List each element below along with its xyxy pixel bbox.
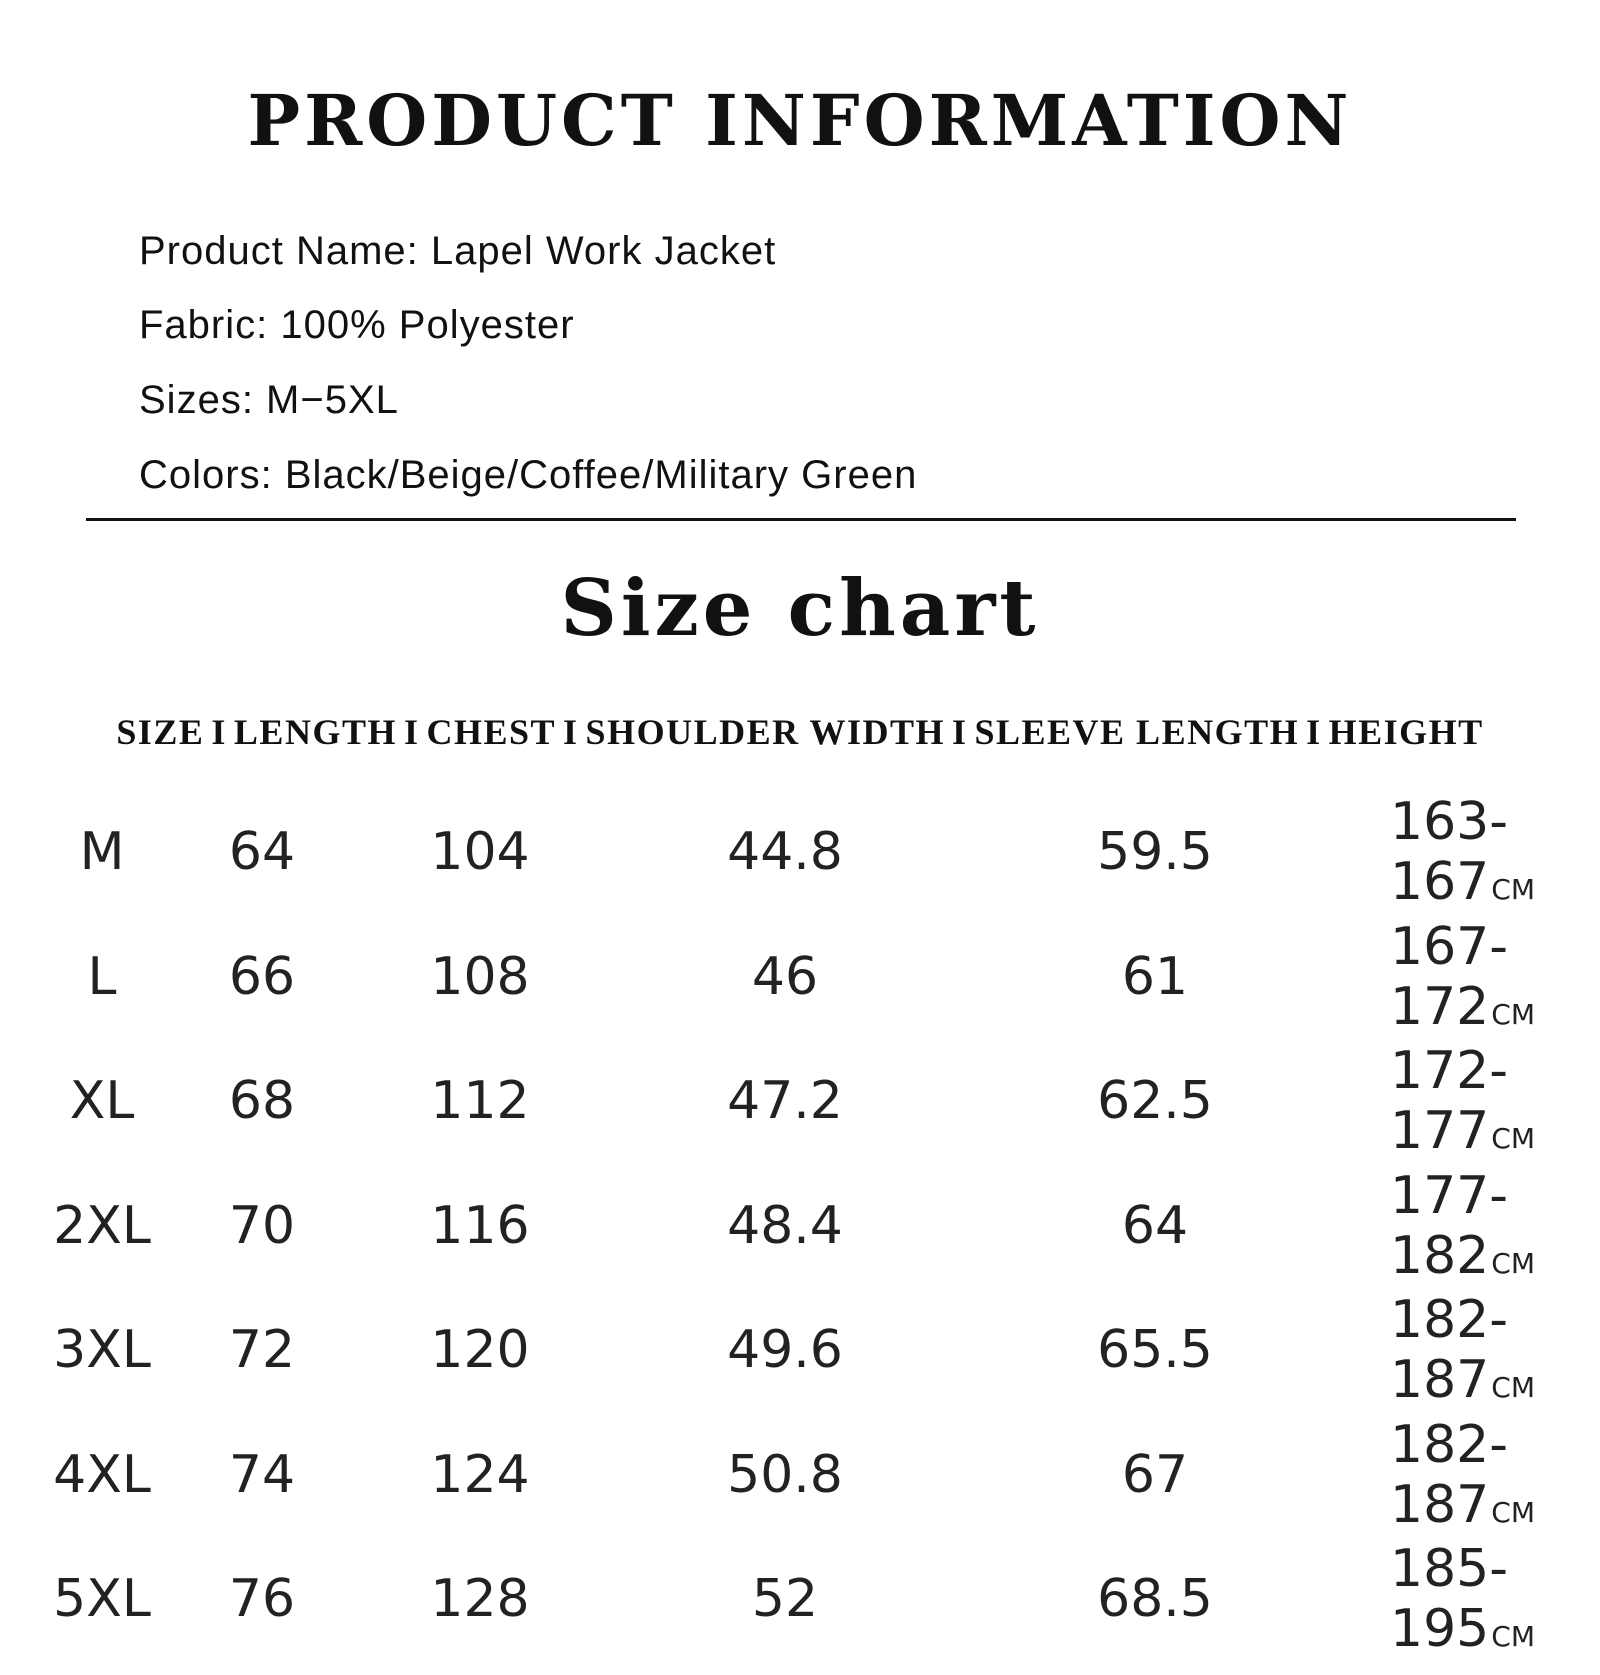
cell-shoulder: 44.8 (727, 822, 843, 883)
height-value: 172-177 (1390, 1041, 1509, 1162)
table-row (0, 790, 1600, 915)
table-row (0, 1537, 1600, 1662)
fabric-line: Fabric: 100% Polyester (139, 303, 575, 347)
header-separator: I (211, 712, 227, 752)
cell-sleeve: 61 (1121, 946, 1189, 1007)
cell-height (1380, 1164, 1600, 1289)
header-separator: I (1306, 712, 1322, 752)
cell-height (1380, 1537, 1600, 1662)
cell-chest: 124 (430, 1444, 530, 1505)
product-name-line: Product Name: Lapel Work Jacket (139, 229, 777, 273)
height-value: 182-187 (1390, 1414, 1509, 1535)
cell-length: 76 (228, 1569, 296, 1630)
unit-label: CM (1491, 1246, 1535, 1280)
unit-label: CM (1491, 1620, 1535, 1654)
cell-sleeve: 65.5 (1097, 1320, 1213, 1381)
size-chart-title: Size chart (560, 563, 1040, 654)
cell-size: 5XL (53, 1569, 151, 1630)
cell-shoulder: 48.4 (727, 1195, 843, 1256)
cell-chest: 108 (430, 946, 530, 1007)
header-sleeve-length: SLEEVE LENGTH (974, 712, 1300, 752)
table-row (0, 1164, 1600, 1289)
cell-shoulder: 49.6 (727, 1320, 843, 1381)
cell-length: 64 (228, 822, 296, 883)
height-value: 167-172 (1390, 916, 1509, 1037)
cell-shoulder: 46 (751, 946, 819, 1007)
cell-height (1380, 1413, 1600, 1538)
unit-label: CM (1491, 1495, 1535, 1529)
table-row (0, 1039, 1600, 1164)
header-chest: CHEST (426, 712, 557, 752)
cell-height (1380, 1288, 1600, 1413)
cell-length: 68 (228, 1071, 296, 1132)
cell-size: 4XL (53, 1444, 151, 1505)
table-row (0, 1288, 1600, 1413)
cell-size: M (79, 822, 125, 883)
header-shoulder-width: SHOULDER WIDTH (585, 712, 945, 752)
header-separator: I (403, 712, 420, 752)
colors-line: Colors: Black/Beige/Coffee/Military Green (139, 453, 918, 497)
cell-sleeve: 68.5 (1097, 1569, 1213, 1630)
cell-height (1380, 915, 1600, 1040)
product-information-title: PRODUCT INFORMATION (247, 79, 1353, 162)
cell-shoulder: 50.8 (727, 1444, 843, 1505)
cell-sleeve: 59.5 (1097, 822, 1213, 883)
cell-height (1380, 790, 1600, 915)
height-value: 177-182 (1390, 1165, 1509, 1286)
header-height: HEIGHT (1328, 712, 1484, 752)
cell-chest: 120 (430, 1320, 530, 1381)
cell-sleeve: 62.5 (1097, 1071, 1213, 1132)
header-separator: I (563, 712, 579, 752)
cell-length: 72 (228, 1320, 296, 1381)
height-value: 163-167 (1390, 792, 1509, 913)
sizes-line: Sizes: M−5XL (139, 378, 399, 422)
cell-size: 3XL (53, 1320, 151, 1381)
table-row (0, 915, 1600, 1040)
cell-sleeve: 67 (1121, 1444, 1189, 1505)
cell-length: 74 (228, 1444, 296, 1505)
section-divider (86, 518, 1516, 521)
cell-chest: 112 (430, 1071, 530, 1132)
cell-chest: 116 (430, 1195, 530, 1256)
unit-label: CM (1491, 1122, 1535, 1156)
cell-size: XL (69, 1071, 135, 1132)
unit-label: CM (1491, 1371, 1535, 1405)
height-value: 182-187 (1390, 1290, 1509, 1411)
cell-size: L (87, 946, 117, 1007)
cell-chest: 104 (430, 822, 530, 883)
cell-length: 70 (228, 1195, 296, 1256)
table-row (0, 1413, 1600, 1538)
cell-length: 66 (228, 946, 296, 1007)
cell-shoulder: 52 (751, 1569, 819, 1630)
header-length: LENGTH (233, 712, 397, 752)
height-value: 185-195 (1390, 1539, 1509, 1660)
cell-chest: 128 (430, 1569, 530, 1630)
cell-sleeve: 64 (1121, 1195, 1189, 1256)
cell-size: 2XL (53, 1195, 151, 1256)
header-size: SIZE (116, 712, 205, 752)
unit-label: CM (1491, 997, 1535, 1031)
cell-height (1380, 1039, 1600, 1164)
size-chart-header (0, 714, 1600, 750)
unit-label: CM (1491, 873, 1535, 907)
size-table (0, 790, 1600, 1662)
header-separator: I (951, 712, 968, 752)
cell-shoulder: 47.2 (727, 1071, 843, 1132)
